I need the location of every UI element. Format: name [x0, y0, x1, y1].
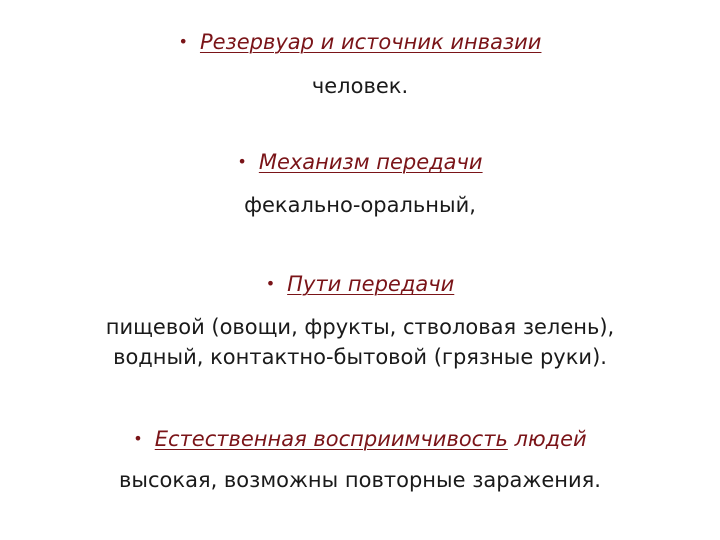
- heading-susceptibility-suffix: людей: [514, 427, 587, 451]
- body-reservoir: человек.: [311, 74, 409, 98]
- heading-susceptibility: [0, 425, 720, 453]
- heading-reservoir-text: Резервуар и источник инвазии: [199, 30, 542, 54]
- heading-routes-text: Пути передачи: [287, 272, 455, 296]
- bullet-icon: •: [133, 429, 143, 448]
- bullet-icon: •: [265, 274, 276, 293]
- body-routes-line-1: пищевой (овощи, фрукты, стволовая зелень),: [105, 315, 615, 339]
- heading-mechanism: [0, 148, 720, 176]
- body-susceptibility: высокая, возможны повторные заражения.: [119, 468, 601, 492]
- heading-mechanism-text: Механизм передачи: [258, 150, 483, 174]
- heading-susceptibility-text: Естественная восприимчивость: [154, 427, 508, 451]
- heading-reservoir: [0, 28, 720, 56]
- bullet-icon: •: [178, 32, 188, 51]
- body-mechanism: фекально-оральный,: [244, 193, 476, 217]
- heading-routes: [0, 270, 720, 298]
- bullet-icon: •: [237, 152, 247, 171]
- body-routes-line-2: водный, контактно-бытовой (грязные руки).: [113, 345, 607, 369]
